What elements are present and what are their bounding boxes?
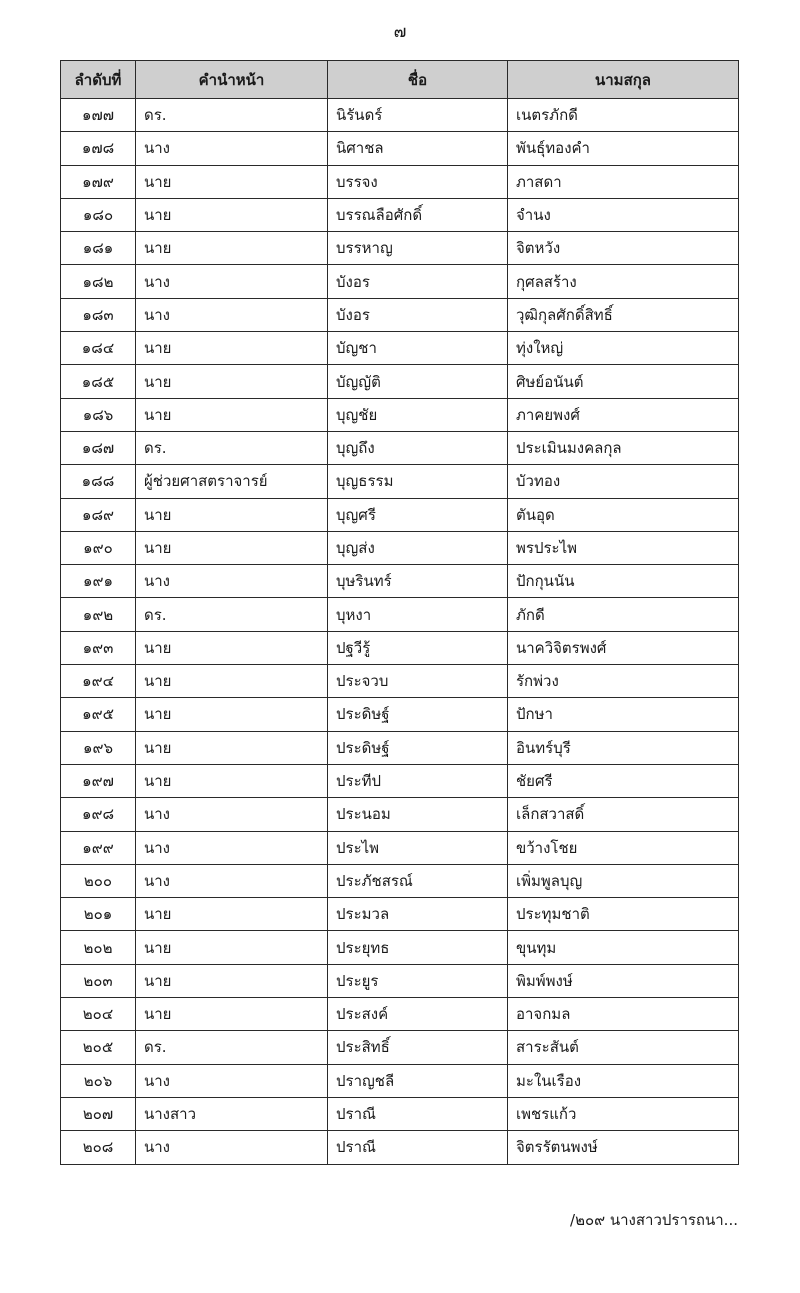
row-order-number: ๑๘๕ xyxy=(61,365,136,398)
row-order-number: ๑๙๓ xyxy=(61,631,136,664)
row-last-name: ขุนทุม xyxy=(508,931,739,964)
row-title-prefix: นาย xyxy=(136,165,328,198)
table-row xyxy=(61,165,739,198)
row-first-name: ปราญชลี xyxy=(328,1064,508,1097)
row-first-name: บรรหาญ xyxy=(328,232,508,265)
row-first-name: ประสิทธิ์ xyxy=(328,1031,508,1064)
table-row xyxy=(61,99,739,132)
row-last-name: เล็กสวาสดิ์ xyxy=(508,798,739,831)
row-order-number: ๑๘๘ xyxy=(61,465,136,498)
table-row xyxy=(61,931,739,964)
table-row xyxy=(61,1131,739,1164)
row-first-name: ประดิษฐ์ xyxy=(328,731,508,764)
row-last-name: จำนง xyxy=(508,198,739,231)
row-first-name: ประจวบ xyxy=(328,665,508,698)
table-row xyxy=(61,498,739,531)
row-last-name: วุฒิกุลศักดิ์สิทธิ์ xyxy=(508,298,739,331)
row-order-number: ๑๘๙ xyxy=(61,498,136,531)
table-row xyxy=(61,831,739,864)
row-first-name: ประมวล xyxy=(328,898,508,931)
row-last-name: มะในเรือง xyxy=(508,1064,739,1097)
row-first-name: บรรจง xyxy=(328,165,508,198)
row-first-name: ประภัชสรณ์ xyxy=(328,864,508,897)
row-last-name: บัวทอง xyxy=(508,465,739,498)
row-last-name: ปักกุนนัน xyxy=(508,565,739,598)
table-row xyxy=(61,698,739,731)
row-last-name: ปักษา xyxy=(508,698,739,731)
row-last-name: ตันอุด xyxy=(508,498,739,531)
table-row xyxy=(61,531,739,564)
row-title-prefix: นาย xyxy=(136,498,328,531)
row-order-number: ๒๐๕ xyxy=(61,1031,136,1064)
table-row xyxy=(61,132,739,165)
row-title-prefix: นาง xyxy=(136,831,328,864)
row-first-name: ประทีป xyxy=(328,764,508,797)
row-order-number: ๑๙๔ xyxy=(61,665,136,698)
row-title-prefix: นาย xyxy=(136,365,328,398)
row-title-prefix: นาย xyxy=(136,332,328,365)
row-title-prefix: นาง xyxy=(136,798,328,831)
row-order-number: ๑๘๐ xyxy=(61,198,136,231)
row-order-number: ๑๙๘ xyxy=(61,798,136,831)
row-title-prefix: นาย xyxy=(136,531,328,564)
row-title-prefix: นาย xyxy=(136,198,328,231)
row-last-name: นาควิจิตรพงศ์ xyxy=(508,631,739,664)
row-first-name: ประยุทธ xyxy=(328,931,508,964)
row-first-name: ปราณี xyxy=(328,1097,508,1130)
row-first-name: บุหงา xyxy=(328,598,508,631)
row-title-prefix: นาง xyxy=(136,565,328,598)
row-last-name: สาระสันต์ xyxy=(508,1031,739,1064)
row-title-prefix: นาย xyxy=(136,764,328,797)
row-title-prefix: นาย xyxy=(136,964,328,997)
header-last-name: นามสกุล xyxy=(508,61,739,99)
row-last-name: พันธุ์ทองคำ xyxy=(508,132,739,165)
table-row xyxy=(61,1064,739,1097)
row-title-prefix: นาย xyxy=(136,698,328,731)
table-header xyxy=(61,61,739,99)
row-last-name: เพิ่มพูลบุญ xyxy=(508,864,739,897)
row-first-name: บัญชา xyxy=(328,332,508,365)
row-title-prefix: นาย xyxy=(136,232,328,265)
row-last-name: กุศลสร้าง xyxy=(508,265,739,298)
row-title-prefix: นาง xyxy=(136,1064,328,1097)
header-order-number: ลำดับที่ xyxy=(61,61,136,99)
table-row xyxy=(61,265,739,298)
row-order-number: ๑๘๗ xyxy=(61,431,136,464)
row-first-name: บุษรินทร์ xyxy=(328,565,508,598)
row-last-name: อินทร์บุรี xyxy=(508,731,739,764)
row-last-name: รักพ่วง xyxy=(508,665,739,698)
continuation-note: /๒๐๙ นางสาวปรารถนา... xyxy=(570,1211,738,1229)
row-title-prefix: นางสาว xyxy=(136,1097,328,1130)
row-first-name: บังอร xyxy=(328,265,508,298)
row-order-number: ๒๐๘ xyxy=(61,1131,136,1164)
row-title-prefix: ดร. xyxy=(136,99,328,132)
table-row xyxy=(61,998,739,1031)
table-row xyxy=(61,898,739,931)
row-title-prefix: นาย xyxy=(136,398,328,431)
row-first-name: ประดิษฐ์ xyxy=(328,698,508,731)
row-order-number: ๑๘๖ xyxy=(61,398,136,431)
row-order-number: ๑๙๙ xyxy=(61,831,136,864)
row-last-name: อาจกมล xyxy=(508,998,739,1031)
row-order-number: ๒๐๖ xyxy=(61,1064,136,1097)
table-row xyxy=(61,1031,739,1064)
row-first-name: นิศาชล xyxy=(328,132,508,165)
row-order-number: ๑๙๑ xyxy=(61,565,136,598)
row-order-number: ๑๙๕ xyxy=(61,698,136,731)
row-first-name: นิรันดร์ xyxy=(328,99,508,132)
row-title-prefix: นาย xyxy=(136,898,328,931)
header-row xyxy=(61,61,739,99)
header-first-name: ชื่อ xyxy=(328,61,508,99)
row-order-number: ๒๐๓ xyxy=(61,964,136,997)
row-title-prefix: นาง xyxy=(136,265,328,298)
row-title-prefix: นาย xyxy=(136,631,328,664)
table-row xyxy=(61,1097,739,1130)
row-first-name: บุญชัย xyxy=(328,398,508,431)
row-first-name: บรรณลือศักดิ์ xyxy=(328,198,508,231)
table-row xyxy=(61,198,739,231)
table-row xyxy=(61,665,739,698)
row-first-name: บังอร xyxy=(328,298,508,331)
page-number: ๗ xyxy=(393,22,407,42)
table-row xyxy=(61,764,739,797)
row-order-number: ๑๙๐ xyxy=(61,531,136,564)
row-last-name: ประเมินมงคลกุล xyxy=(508,431,739,464)
row-title-prefix: นาย xyxy=(136,731,328,764)
table-body xyxy=(61,99,739,1165)
table-row xyxy=(61,598,739,631)
row-first-name: ประนอม xyxy=(328,798,508,831)
table-row xyxy=(61,298,739,331)
row-title-prefix: ดร. xyxy=(136,598,328,631)
table-row xyxy=(61,964,739,997)
row-order-number: ๑๗๘ xyxy=(61,132,136,165)
row-title-prefix: นาง xyxy=(136,1131,328,1164)
row-first-name: บุญธรรม xyxy=(328,465,508,498)
table-row xyxy=(61,332,739,365)
row-last-name: พรประไพ xyxy=(508,531,739,564)
row-first-name: ปราณี xyxy=(328,1131,508,1164)
row-order-number: ๑๘๓ xyxy=(61,298,136,331)
row-last-name: จิตรรัตนพงษ์ xyxy=(508,1131,739,1164)
table-row xyxy=(61,864,739,897)
table-row xyxy=(61,565,739,598)
table-row xyxy=(61,465,739,498)
table-row xyxy=(61,232,739,265)
row-order-number: ๑๙๒ xyxy=(61,598,136,631)
row-title-prefix: นาง xyxy=(136,298,328,331)
row-title-prefix: นาย xyxy=(136,998,328,1031)
row-title-prefix: นาง xyxy=(136,132,328,165)
row-last-name: เพชรแก้ว xyxy=(508,1097,739,1130)
row-order-number: ๑๗๗ xyxy=(61,99,136,132)
header-title-prefix: คำนำหน้า xyxy=(136,61,328,99)
row-first-name: ประไพ xyxy=(328,831,508,864)
row-first-name: บุญส่ง xyxy=(328,531,508,564)
row-last-name: ขว้างโชย xyxy=(508,831,739,864)
row-first-name: ประสงค์ xyxy=(328,998,508,1031)
row-order-number: ๒๐๔ xyxy=(61,998,136,1031)
row-last-name: เนตรภักดี xyxy=(508,99,739,132)
row-title-prefix: นาย xyxy=(136,931,328,964)
row-order-number: ๑๘๔ xyxy=(61,332,136,365)
row-order-number: ๒๐๒ xyxy=(61,931,136,964)
row-order-number: ๑๗๙ xyxy=(61,165,136,198)
table-row xyxy=(61,631,739,664)
row-last-name: ภาคยพงศ์ xyxy=(508,398,739,431)
row-last-name: ชัยศรี xyxy=(508,764,739,797)
row-last-name: จิตหวัง xyxy=(508,232,739,265)
table-row xyxy=(61,731,739,764)
row-first-name: บุญถึง xyxy=(328,431,508,464)
name-roster-table xyxy=(60,60,739,1165)
row-order-number: ๒๐๑ xyxy=(61,898,136,931)
row-last-name: ประทุมชาติ xyxy=(508,898,739,931)
row-order-number: ๑๘๑ xyxy=(61,232,136,265)
row-title-prefix: นาย xyxy=(136,665,328,698)
row-order-number: ๒๐๗ xyxy=(61,1097,136,1130)
row-first-name: บัญญัติ xyxy=(328,365,508,398)
row-title-prefix: ดร. xyxy=(136,1031,328,1064)
row-order-number: ๑๘๒ xyxy=(61,265,136,298)
row-title-prefix: นาง xyxy=(136,864,328,897)
row-first-name: ปฐวีรู้ xyxy=(328,631,508,664)
row-order-number: ๒๐๐ xyxy=(61,864,136,897)
table-row xyxy=(61,798,739,831)
row-first-name: ประยูร xyxy=(328,964,508,997)
row-title-prefix: ดร. xyxy=(136,431,328,464)
table-row xyxy=(61,431,739,464)
row-last-name: ทุ่งใหญ่ xyxy=(508,332,739,365)
table-row xyxy=(61,365,739,398)
table-row xyxy=(61,398,739,431)
row-first-name: บุญศรี xyxy=(328,498,508,531)
row-last-name: ศิษย์อนันต์ xyxy=(508,365,739,398)
row-last-name: ภาสดา xyxy=(508,165,739,198)
row-order-number: ๑๙๗ xyxy=(61,764,136,797)
row-last-name: ภักดี xyxy=(508,598,739,631)
row-order-number: ๑๙๖ xyxy=(61,731,136,764)
row-last-name: พิมพ์พงษ์ xyxy=(508,964,739,997)
row-title-prefix: ผู้ช่วยศาสตราจารย์ xyxy=(136,465,328,498)
